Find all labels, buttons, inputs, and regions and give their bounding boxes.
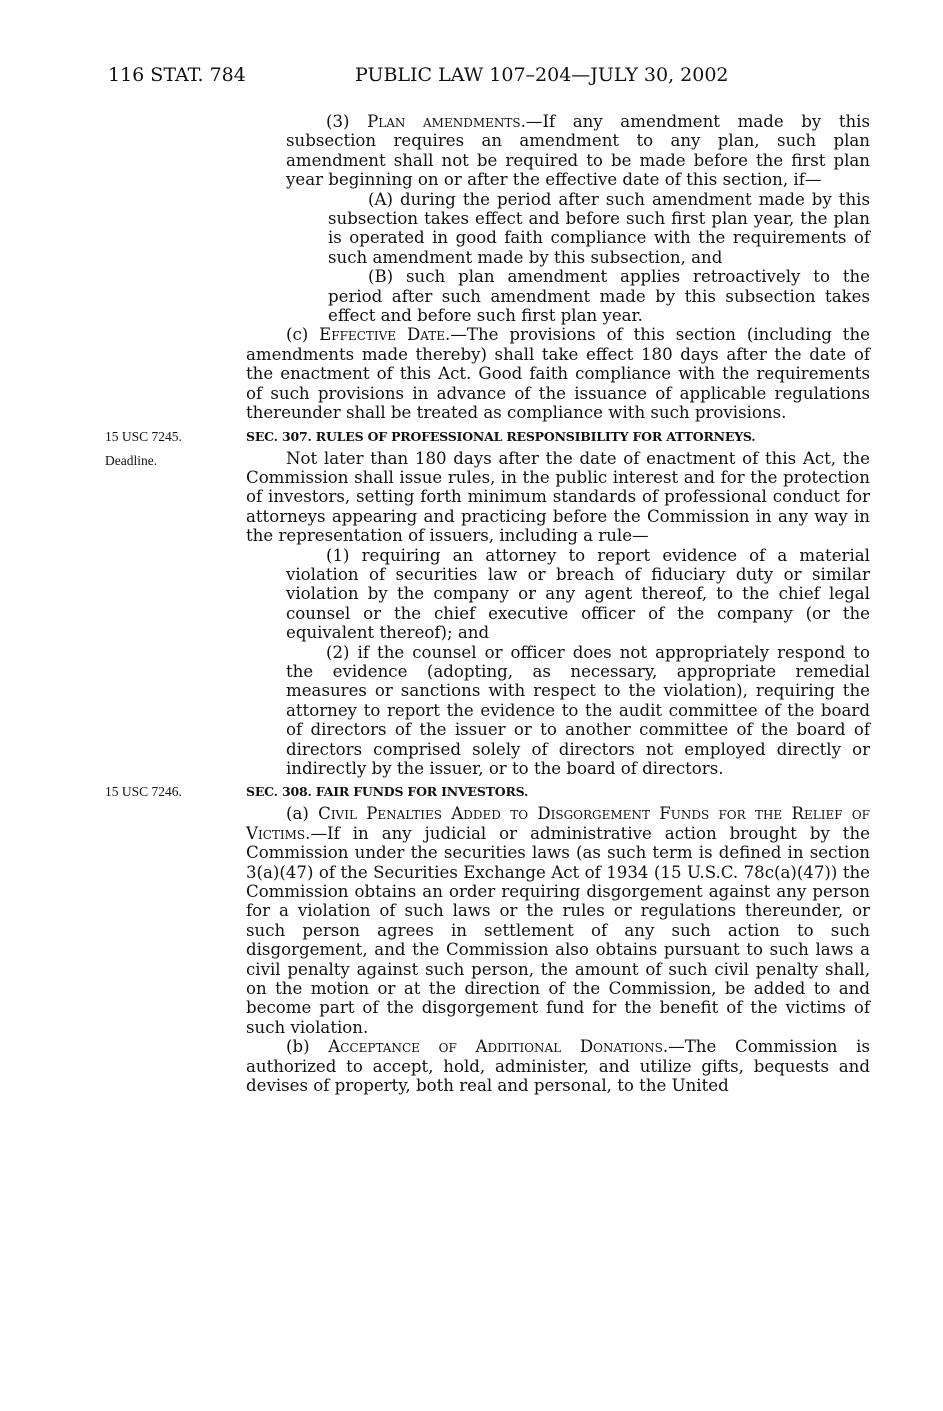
plan-amendments-paragraph: (3) Plan amendments.—If any amendment made by this subsection requires an amendment to any plan, such plan amendment shall not be required to be made before the first plan year beginning on or after the effective date of this section, if— (286, 112, 871, 190)
sec-308-subsection-b: (b) Acceptance of Additional Donations.—The Commission is authorized to accept, hold, administer, and utilize gifts, bequests and devises of property, both real and personal, to the United (246, 1037, 870, 1096)
stat-reference: 116 STAT. 784 (108, 64, 246, 86)
public-law-reference: PUBLIC LAW 107–204—JULY 30, 2002 (355, 64, 729, 86)
document-body (105, 112, 871, 1096)
plan-amendments-heading: Plan amendments (367, 112, 521, 131)
sec-308-b-heading: Acceptance of Additional Donations (328, 1037, 663, 1057)
sec-307-usc-note: 15 USC 7245. (105, 428, 182, 444)
sec-307-item-2: (2) if the counsel or officer does not appropriately respond to the evidence (adopting, as necessary, appropriate remedial measures or sanctions with respect to the violation), requiring the attorney to report the evidence to the audit committee of the board of directors of the issuer or to another committee of the board of directors comprised solely of directors not employed directly or indirectly by the issuer, or to the board of directors. (286, 642, 870, 778)
sec-308-heading: 15 USC 7246. SEC. 308. FAIR FUNDS FOR INVESTORS. (105, 784, 529, 800)
sec-308-a-heading: Civil Penalties Added to Disgorgement Funds for the Relief of Victims (246, 804, 870, 843)
sec-307-deadline-note: Deadline. (105, 452, 158, 468)
plan-amendments-item-b: (B) such plan amendment applies retroactively to the period after such amendment made by this subsection takes effect and before such first plan year. (328, 267, 870, 326)
sec-308-usc-note: 15 USC 7246. (105, 784, 182, 800)
sec-307-intro: Not later than 180 days after the date of enactment of this Act, the Commission shall issue rules, in the public interest and for the protection of investors, setting forth minimum standards of professional conduct for attorneys appearing and practicing before the Commission in any way in the representation of issuers, including a rule— (246, 448, 870, 546)
sec-308-subsection-a: (a) Civil Penalties Added to Disgorgement Funds for the Relief of Victims.—If in any judicial or administrative action brought by the Commission under the securities laws (as such term is defined in section 3(a)(47) of the Securities Exchange Act of 1934 (15 U.S.C. 78c(a)(47)) the Commission obtains an order requiring disgorgement against any person for a violation of such laws or the rules or regulations thereunder, or such person agrees in settlement of any such action to such disgorgement, and the Commission also obtains pursuant to such laws a civil penalty against such person, the amount of such civil penalty shall, on the motion or at the direction of the Commission, be added to and become part of the disgorgement fund for the benefit of the victims of such violation. (246, 804, 870, 1037)
plan-amendments-item-a: (A) during the period after such amendment made by this subsection takes effect and before such first plan year, the plan is operated in good faith compliance with the requirements of such amendment made by this subsection, and (328, 189, 870, 267)
sec-307-item-1: (1) requiring an attorney to report evidence of a material violation of securities law or breach of fiduciary duty or similar violation by the company or any agent thereof, to the chief legal counsel or the chief executive officer of the company (or the equivalent thereof); and (286, 545, 870, 643)
sec-307-heading: 15 USC 7245. Deadline. SEC. 307. RULES OF PROFESSIONAL RESPONSIBILITY FOR ATTORNEYS. (105, 428, 756, 468)
effective-date-paragraph: (c) Effective Date.—The provisions of this section (including the amendments made thereby) shall take effect 180 days after the date of the enactment of this Act. Good faith compliance with the requirements of such provisions in advance of the issuance of applicable regulations thereunder shall be treated as compliance with such provisions. (246, 325, 870, 423)
effective-date-heading: Effective Date (319, 325, 446, 345)
